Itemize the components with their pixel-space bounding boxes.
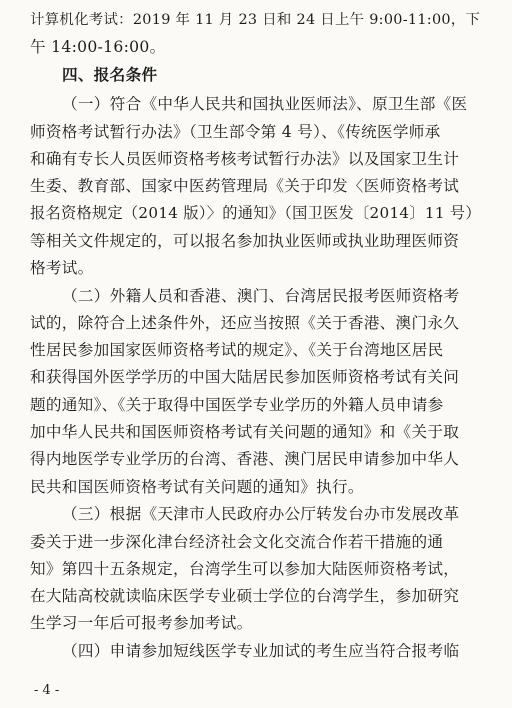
text-line: 试的，除符合上述条件外，还应当按照《关于香港、澳门永久 — [30, 314, 460, 332]
text-line: 午 14:00-16:00。 — [30, 38, 166, 56]
page-number: - 4 - — [34, 683, 60, 698]
text-line: 题的通知》、《关于取得中国医学专业学历的外籍人员申请参 — [30, 396, 444, 414]
text-line: 知》第四十五条规定，台湾学生可以参加大陆医师资格考试， — [30, 560, 460, 578]
text-line: 等相关文件规定的，可以报名参加执业医师或执业助理医师资 — [30, 232, 460, 250]
text-line: 生学习一年后可报考参加考试。 — [30, 614, 253, 632]
text-line: 生委、教育部、国家中医药管理局《关于印发〈医师资格考试 — [30, 177, 460, 195]
text-line: 得内地医学专业学历的台湾、香港、澳门居民申请参加中华人 — [30, 450, 460, 468]
text-line: 委关于进一步深化津台经济社会文化交流合作若干措施的通 — [30, 533, 444, 551]
text-line: （二）外籍人员和香港、澳门、台湾居民报考医师资格考 — [62, 287, 460, 305]
text-line: 报名资格规定（2014 版）〉的通知》（国卫医发〔2014〕11 号） — [30, 204, 481, 222]
text-line: 和确有专长人员医师资格考核考试暂行办法》以及国家卫生计 — [30, 150, 460, 168]
section-heading: 四、报名条件 — [62, 66, 158, 84]
text-line: 加中华人民共和国医师资格考试有关问题的通知》和《关于取 — [30, 423, 460, 441]
text-line: 格考试。 — [30, 259, 94, 277]
text-line: 在大陆高校就读临床医学专业硕士学位的台湾学生，参加研究 — [30, 587, 460, 605]
text-line: （三）根据《天津市人民政府办公厅转发台办市发展改革 — [62, 505, 460, 523]
text-line: （一）符合《中华人民共和国执业医师法》、原卫生部《医 — [62, 95, 468, 113]
text-line: 和获得国外医学学历的中国大陆居民参加医师资格考试有关问 — [30, 368, 460, 386]
text-line: 性居民参加国家医师资格考试的规定》、《关于台湾地区居民 — [30, 341, 444, 359]
text-line: 计算机化考试：2019 年 11 月 23 日和 24 日上午 9:00-11:00，下 — [30, 12, 481, 28]
text-line: （四）申请参加短线医学专业加试的考生应当符合报考临 — [62, 642, 460, 660]
text-line: 民共和国医师资格考试有关问题的通知》执行。 — [30, 478, 364, 496]
text-line: 师资格考试暂行办法》（卫生部令第 4 号）、《传统医学师承 — [30, 123, 441, 141]
